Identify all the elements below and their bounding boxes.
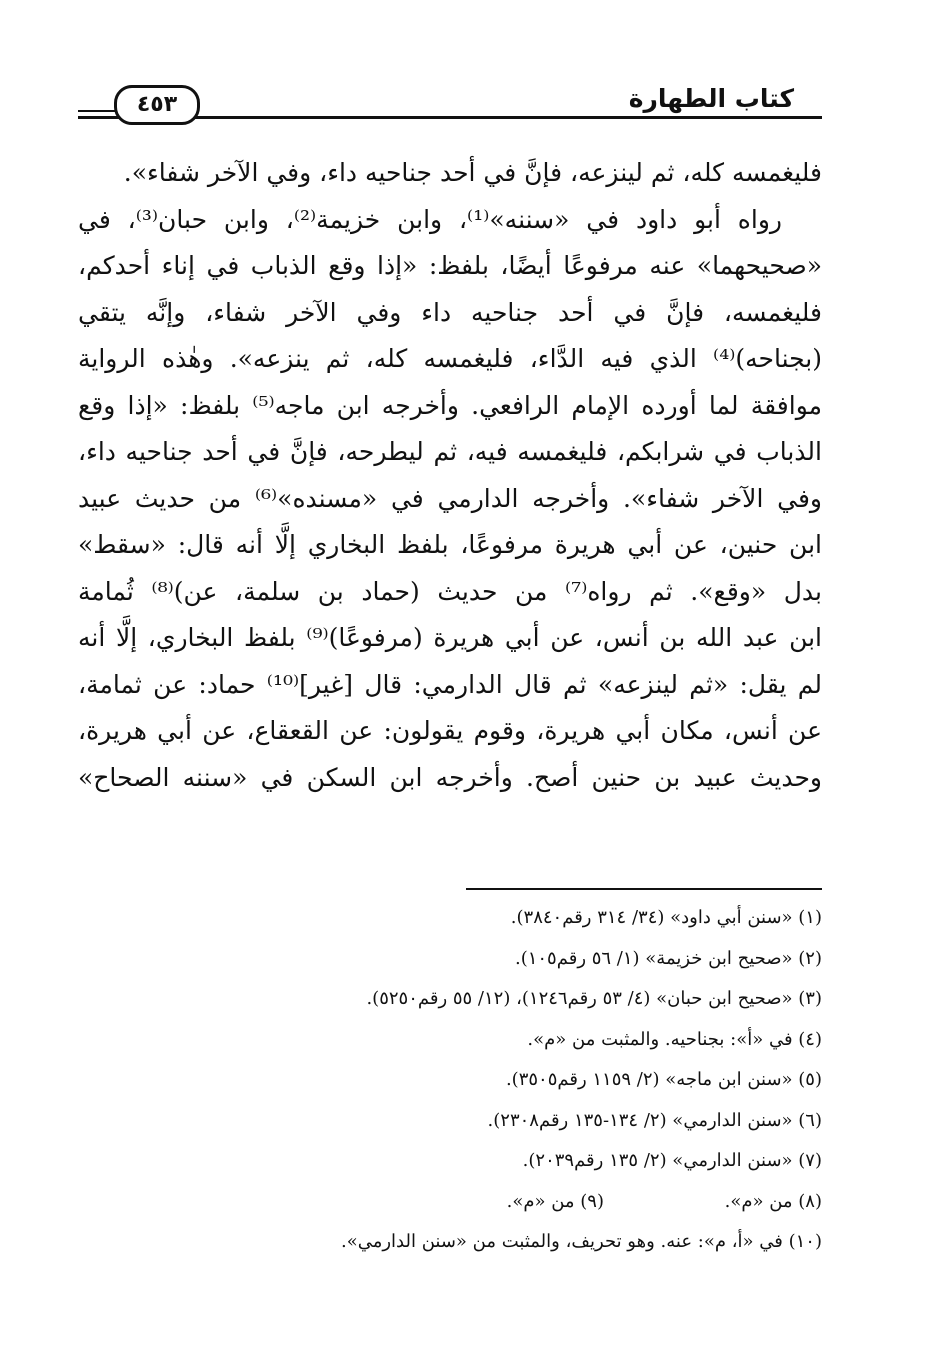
footnote: (٣) «صحيح ابن حبان» (٤/ ٥٣ رقم١٢٤٦)، (١٢/ ٥٥ رقم٥٢٥٠). (366, 988, 822, 1009)
text-line: «صحيحهما» عنه مرفوعًا أيضًا، بلفظ: «إذا وقع الذباب في إناء أحدكم، (78, 251, 822, 280)
text-line: الذباب في شرابكم، فليغمسه فيه، ثم ليطرحه، فإنَّ في أحد جناحيه داء، (78, 437, 822, 466)
text-line: فليغمسه، فإنَّ في أحد جناحيه داء وفي الآخر شفاء، وإنَّه يتقي (78, 297, 822, 327)
main-text (78, 150, 822, 801)
chapter-title: كتاب الطهارة (628, 84, 794, 113)
footnote: (١٠) في «أ، م»: عنه. وهو تحريف، والمثبت من «سنن الدارمي». (340, 1231, 822, 1252)
text-line: وحديث عبيد بن حنين أصح. وأخرجه ابن السكن في «سننه الصحاح» (78, 762, 822, 792)
footnote: (٨) من «م». (724, 1190, 822, 1212)
text-line: لم يقل: «ثم لينزعه» ثم قال الدارمي: قال [غير]⁽¹⁰⁾ حماد: عن ثمامة، (78, 669, 822, 699)
text-line: (بجناحه)⁽⁴⁾ الذي فيه الدَّاء، فليغمسه كله، ثم ينزعه». وهٰذه الرواية (78, 344, 822, 373)
footnote-pair (162, 1182, 822, 1223)
footnotes (162, 898, 822, 1263)
header-rule-thin (78, 110, 118, 112)
footnote: (٧) «سنن الدارمي» (٢/ ١٣٥ رقم٢٠٣٩). (522, 1150, 822, 1171)
footnote: (١) «سنن أبي داود» (٣٤/ ٣١٤ رقم٣٨٤٠). (510, 907, 822, 928)
footnote: (٢) «صحيح ابن خزيمة» (١/ ٥٦ رقم١٠٥). (514, 947, 822, 969)
footnote-separator (466, 888, 822, 890)
footnote: (٤) في «أ»: بجناحيه. والمثبت من «م». (527, 1028, 822, 1050)
text-line: ابن عبد الله بن أنس، عن أبي هريرة (مرفوعًا)⁽⁹⁾ بلفظ البخاري، إلَّا أنه (78, 623, 823, 652)
text-line: وفي الآخر شفاء». وأخرجه الدارمي في «مسنده»⁽⁶⁾ من حديث عبيد (78, 483, 822, 513)
footnote: (٩) من «م». (506, 1190, 604, 1212)
text-line: بدل «وقع». ثم رواه⁽⁷⁾ من حديث (حماد بن سلمة، عن)⁽⁸⁾ ثُمامة (78, 576, 822, 606)
page-header (78, 78, 822, 124)
text-line: ابن حنين، عن أبي هريرة مرفوعًا، بلفظ البخاري إلَّا أنه قال: «سقط» (78, 530, 822, 559)
footnote: (٥) «سنن ابن ماجه» (٢/ ١١٥٩ رقم٣٥٠٥). (505, 1069, 822, 1090)
page-number: ٤٥٣ (114, 85, 200, 125)
footnote: (٦) «سنن الدارمي» (٢/ ١٣٤-١٣٥ رقم٢٣٠٨). (487, 1109, 822, 1131)
text-line: رواه أبو داود في «سننه»⁽¹⁾، وابن خزيمة⁽²⁾، وابن حبان⁽³⁾، في (78, 204, 782, 234)
text-line: عن أنس، مكان أبي هريرة، وقوم يقولون: عن القعقاع، عن أبي هريرة، (78, 716, 822, 745)
text-line: فليغمسه كله، ثم لينزعه، فإنَّ في أحد جناحيه داء، وفي الآخر شفاء». (123, 158, 822, 187)
text-line: موافقة لما أورده الإمام الرافعي. وأخرجه ابن ماجه⁽⁵⁾ بلفظ: «إذا وقع (78, 390, 822, 420)
